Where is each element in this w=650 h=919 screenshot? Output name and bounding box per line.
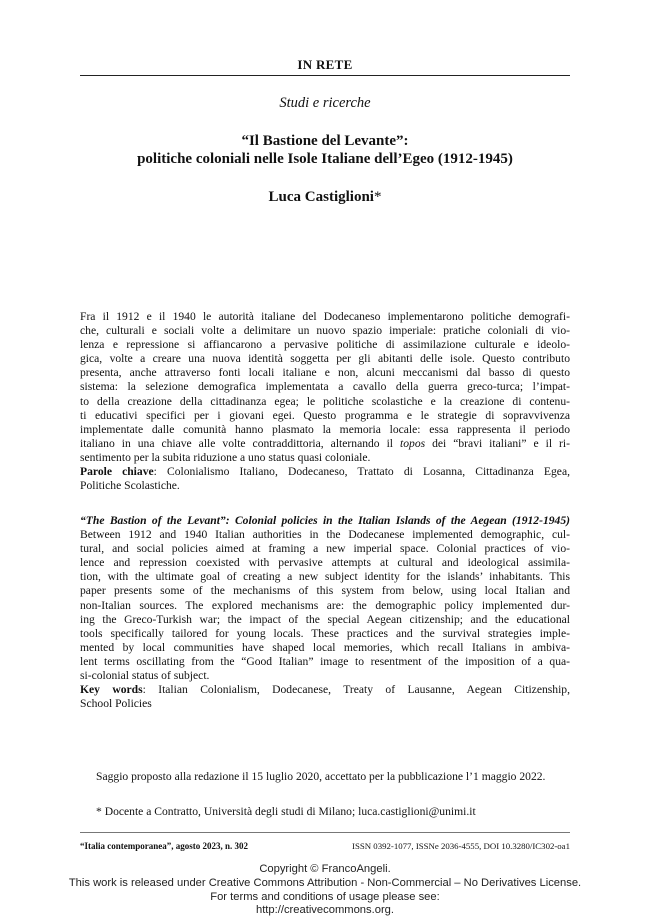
submission-note: Saggio proposto alla redazione il 15 luglio 2020, accettato per la pubblicazione l’1 maggio 2022. [96,770,546,783]
license-notice: This work is released under Creative Commons Attribution - Non-Commercial – No Derivatives License. [68,877,582,889]
keywords-italian [80,465,570,493]
header-rule [80,75,570,76]
keywords-label: Parole chiave [80,465,154,478]
abstract-italian [80,310,570,465]
article-title-line-1: “Il Bastione del Levante”: [241,133,409,149]
keywords-line: School Policies [80,697,152,711]
author-affiliation-footnote: * Docente a Contratto, Università degli studi di Milano; luca.castiglioni@unimi.it [96,805,476,818]
abstract-line: non-Italian sources. The explored mechanisms are: the demographic policy implemented dur- [80,598,570,612]
abstract-line: Fra il 1912 e il 1940 le autorità italiane del Dodecaneso implementarono politiche demografi- [80,310,570,323]
author-name: Luca Castiglioni [268,189,374,205]
license-link[interactable]: http://creativecommons.org. [255,904,395,916]
footer-rule [80,832,570,833]
abstract-line: sentimento per la subita riduzione a uno status quasi coloniale. [80,450,371,464]
abstract-text: italiano in una chiave alle volte contraddittoria, alternando il [80,436,400,450]
abstract-text: dei “bravi italiani” e il ri- [425,436,570,450]
author [0,189,650,206]
abstract-line: lence and repression coexisted with pervasive attempts at cultural and ideological assimila- [80,556,570,570]
abstract-line: tural, and social policies aimed at framing a new imperial space. Colonial practices of vio- [80,542,570,556]
abstract-line: gica, volte a creare una nuova identità soggetta per gli abitanti delle isole. Questo contributo [80,352,570,366]
abstract-line: paper presents some of the mechanisms of this system from below, using local Italian and [80,584,570,598]
keywords-line [80,465,570,479]
keywords-line [80,683,570,697]
abstract-line [80,437,570,451]
journal-citation: “Italia contemporanea”, agosto 2023, n. 302 [80,841,248,851]
article-title-line-2: politiche coloniali nelle Isole Italiane dell’Egeo (1912-1945) [137,151,513,167]
abstract-line: si-colonial status of subject. [80,669,210,683]
license-terms-notice: For terms and conditions of usage please see: [210,891,440,903]
author-footnote-mark: * [373,189,382,205]
abstract-line: sistema: la selezione demografica implementata a cavallo della guerra greco-turca; l’impat- [80,380,570,394]
section-header: IN RETE [297,57,353,72]
abstract-line: lent terms oscillating from the “Good Italian” image to resentment of the imposition of a qua- [80,654,570,668]
keywords-label: Key words [80,683,143,696]
abstract-line: ing the Greco-Turkish war; the impact of the special Aegean citizenship; and the educational [80,612,570,626]
issn-doi: ISSN 0392-1077, ISSNe 2036-4555, DOI 10.3280/IC302-oa1 [352,841,570,851]
abstract-line: implementate dalle comunità hanno plasmato la memoria locale: essa rappresenta il periodo [80,422,570,436]
keywords-text: : Colonialismo Italiano, Dodecaneso, Trattato di Losanna, Cittadinanza Egea, [153,465,570,478]
abstract-line: mented by local communities have shaped local memories, which recall Italians in ambiva- [80,640,570,654]
abstract-line: tools specifically tailored for young locals. These practices and the survival strategies imple- [80,626,570,640]
keywords-line: Politiche Scolastiche. [80,479,180,493]
keywords-english [80,683,570,711]
copyright-notice: Copyright © FrancoAngeli. [259,863,391,875]
abstract-english [80,514,570,683]
english-title: “The Bastion of the Levant”: Colonial policies in the Italian Islands of the Aegean (1912-1945) [80,514,570,527]
keywords-text: : Italian Colonialism, Dodecanese, Treaty of Lausanne, Aegean Citizenship, [142,683,570,696]
abstract-line: che, culturali e sociali volte a delimitare un nuovo spazio imperiale: pratiche coloniali di vio- [80,324,570,338]
abstract-line: to della creazione della cittadinanza egea; le politiche scolastiche e la creazione di contenu- [80,394,570,408]
rubric: Studi e ricerche [279,95,371,111]
abstract-line: ti educativi specifici per i giovani egei. Questo programma e le strategie di sopravvivenza [80,408,570,422]
abstract-line: tion, with the ultimate goal of creating a new subject identity for the islands’ inhabitants. This [80,570,570,584]
abstract-line: Between 1912 and 1940 Italian authorities in the Dodecanese implemented demographic, cul- [80,528,570,542]
abstract-line: lenza e repressione si affiancarono a pervasive politiche di assimilazione culturale e ideolo- [80,338,570,352]
abstract-italic-term: topos [400,436,426,450]
abstract-line: presenta, anche attraverso fonti locali italiane e non, alcuni meccanismi dal basso di questo [80,366,570,380]
